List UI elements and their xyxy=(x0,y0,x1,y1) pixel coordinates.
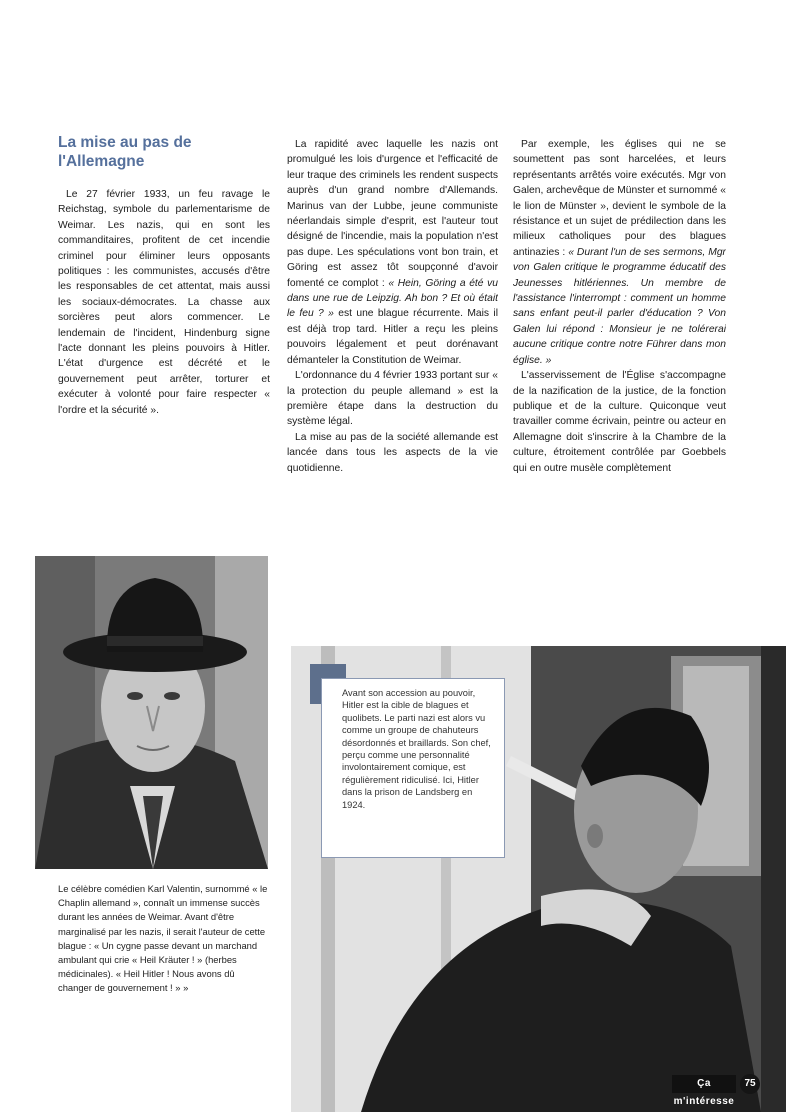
joke-quote: « Durant l'un de ses sermons, Mgr von Galen critique le programme éducatif des Jeunesses hitlériennes. Un membre de l'assistance l'interrompt : comment un homme sans enfant peut-il parler d'éducation ? Von Galen lui répond : Monsieur je ne tolérerai aucune critique contre notre Führer dans mon église. » xyxy=(513,246,726,366)
paragraph: Le 27 février 1933, un feu ravage le Reichstag, symbole du parlementarisme de Weimar. Les nazis, qui en sont les commanditaires, profitent de cet incendie criminel pour éliminer leurs opposants politiques : les communistes, accusés d'être les responsables de cet attentat, mais aussi les sociaux-démocrates. La chasse aux sorcières peut alors commencer. Le lendemain de l'incident, Hindenburg signe l'acte donnant les pleins pouvoirs à Hitler. L'état d'urgence est décrété et le gouvernement peut arrêter, torturer et exécuter à volonté pour faire respecter « l'ordre et la sécurité ». xyxy=(58,189,270,416)
article-column-1 xyxy=(58,187,270,517)
paragraph: L'asservissement de l'Église s'accompagne de la nazification de la justice, de la fonction publique et de la culture. Quiconque veut travailler comme écrivain, peintre ou acteur en Allemagne doit s'inscrire à la Chambre de la culture, étroitement contrôlée par Goebbels qui en outre musèle complètement xyxy=(513,370,726,474)
paragraph xyxy=(513,137,726,368)
article-column-3 xyxy=(513,137,726,619)
paragraph: L'ordonnance du 4 février 1933 portant sur « la protection du peuple allemand » est la première étape dans la destruction du système légal. xyxy=(287,370,498,428)
paragraph-text: est une blague récurrente. Mais il est déjà trop tard. Hitler a reçu les pleins pouvoirs légalement et peut dorénavant démanteler la Constitution de Weimar. xyxy=(287,308,498,366)
photo2-caption: Avant son accession au pouvoir, Hitler est la cible de blagues et quolibets. Le parti nazi est alors vu comme un groupe de chahuteurs désordonnés et braillards. Son chef, perçu comme une personnalité involontairement comique, est régulièrement ridiculisé. Ici, Hitler dans la prison de Landsberg en 1924. xyxy=(321,678,505,858)
photo1-caption: Le célèbre comédien Karl Valentin, surnommé « le Chaplin allemand », connaît un immense succès durant les années de Weimar. Avant d'être marginalisé par les nazis, il serait l'auteur de cette blague : « Un cygne passe devant un marchand ambulant qui crie « Heil Kräuter ! » (herbes médicinales). « Heil Hitler ! Nous avons dû changer de gouvernement ! » » xyxy=(58,883,268,994)
paragraph-text: La rapidité avec laquelle les nazis ont promulgué les lois d'urgence et l'efficacité de leur traque des criminels les rendent suspects auprès d'un grand nombre d'Allemands. Marinus van der Lubbe, jeune communiste néerlandais simple d'esprit, est l'auteur tout désigné de l'incendie, mais la population n'est pas dupe. Les spéculations vont bon train, et Göring est assez tôt soupçonné d'avoir fomenté ce complot : xyxy=(287,139,498,289)
article-heading: La mise au pas de l'Allemagne xyxy=(58,134,192,170)
paragraph: La mise au pas de la société allemande est lancée dans tous les aspects de la vie quotidienne. xyxy=(287,431,498,474)
paragraph xyxy=(287,137,498,368)
paragraph-text: Par exemple, les églises qui ne se soumettent pas sont harcelées, et leurs représentants arrêtés voire exécutés. Mgr von Galen, archevêque de Münster et surnommé « le lion de Münster », devient le symbole de la résistance et un sujet de prédilection dans les milieux catholiques pour des blagues antinazies : xyxy=(513,139,726,258)
photo-karl-valentin xyxy=(35,556,268,869)
joke-quote: « Hein, Göring a été vu dans une rue de Leipzig. Ah bon ? Et où était le feu ? » xyxy=(287,277,498,320)
article-column-2 xyxy=(287,137,498,619)
page-number: 75 xyxy=(740,1074,760,1094)
magazine-logo: Ça m'intéresse xyxy=(672,1075,736,1093)
portrait-illustration xyxy=(35,556,268,869)
